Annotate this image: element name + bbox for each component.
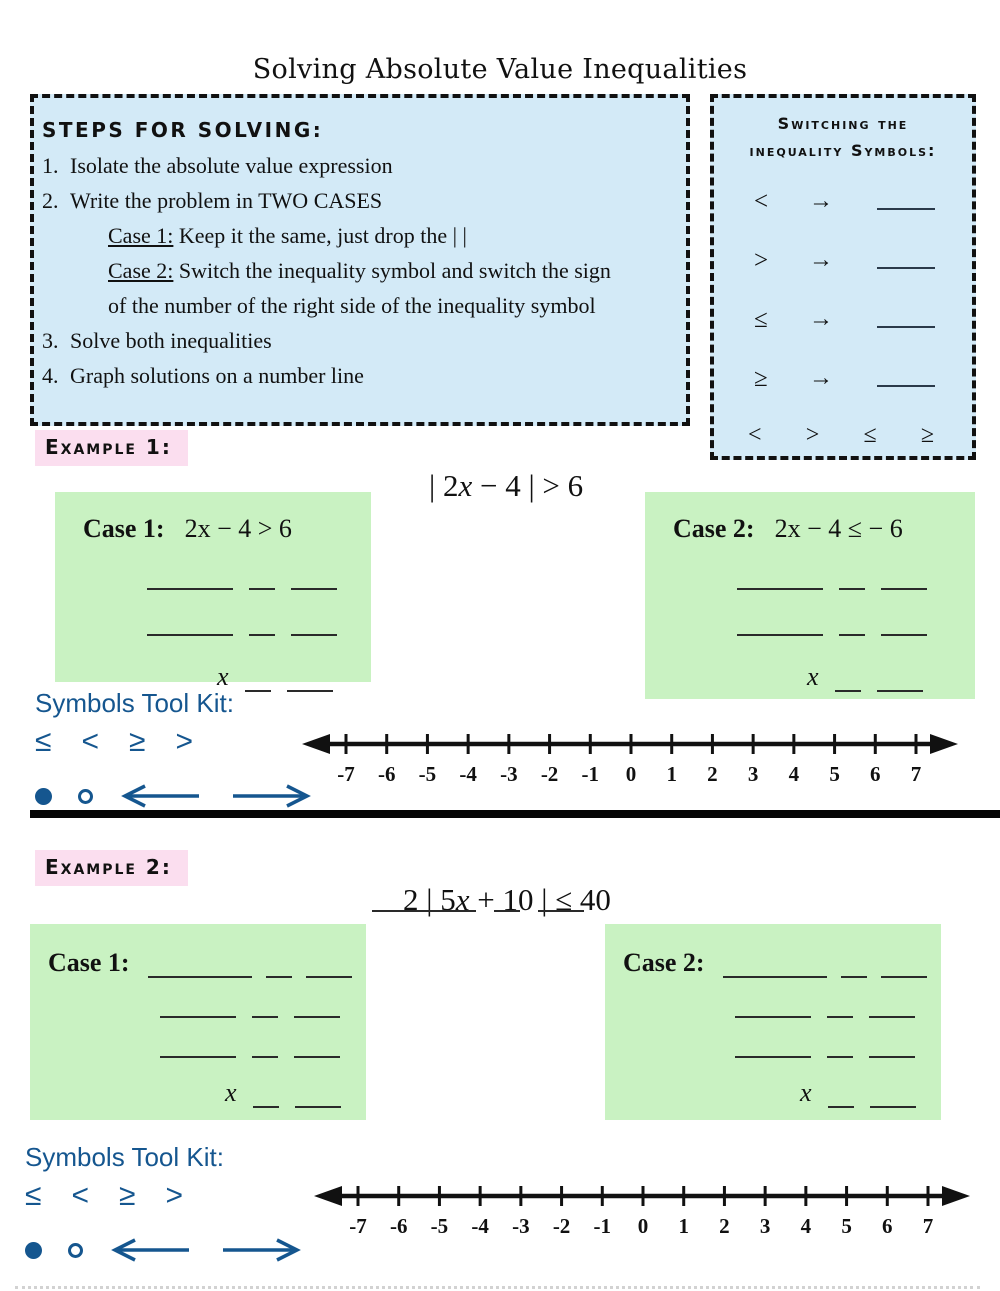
switching-row xyxy=(754,172,972,231)
numberline-tick-label: 2 xyxy=(707,762,718,786)
step-3-text: Solve both inequalities xyxy=(70,328,272,353)
symbol-choice-gt[interactable]: > xyxy=(805,422,820,448)
numberline-tick-label: 5 xyxy=(841,1214,852,1238)
number-line-2[interactable] xyxy=(312,1176,972,1245)
answer-blank[interactable] xyxy=(877,193,935,210)
answer-blank[interactable] xyxy=(869,1042,915,1058)
example-1-equation xyxy=(398,432,583,540)
step-1 xyxy=(42,148,678,183)
switching-row xyxy=(754,231,972,290)
numberline-right-arrowhead xyxy=(930,734,958,754)
answer-blank[interactable] xyxy=(735,1002,811,1018)
symbol-ge[interactable]: ≥ xyxy=(119,1179,136,1212)
numberline-tick-label: -2 xyxy=(540,762,559,786)
answer-blank[interactable] xyxy=(827,1042,853,1058)
right-arrow-icon: → xyxy=(809,365,833,391)
inequality-symbol: ≥ xyxy=(754,364,768,392)
steps-case-2-continuation: of the number of the right side of the inequality symbol xyxy=(108,293,596,318)
numberline-tick-label: 0 xyxy=(625,762,637,786)
equation-variable: x xyxy=(197,514,211,543)
step-4-text: Graph solutions on a number line xyxy=(70,363,364,388)
answer-blank[interactable] xyxy=(294,1042,340,1058)
work-row xyxy=(147,620,371,636)
example-1-label: Example 1: xyxy=(35,430,188,466)
answer-blank[interactable] xyxy=(877,252,935,269)
answer-blank[interactable] xyxy=(148,962,252,978)
numberline-tick-label: 7 xyxy=(922,1214,934,1238)
numberline-tick-label: -6 xyxy=(377,762,396,786)
equation-part: − 4 > 6 xyxy=(210,514,292,543)
numberline-left-arrowhead xyxy=(314,1186,342,1206)
answer-blank[interactable] xyxy=(869,1002,915,1018)
answer-blank[interactable] xyxy=(538,896,584,912)
answer-blank[interactable] xyxy=(160,1042,236,1058)
case-label: Case 2: xyxy=(623,948,705,977)
numberline-tick-label: -1 xyxy=(581,762,600,786)
switching-heading-line1: Switching the xyxy=(777,114,909,133)
numberline-tick-label: -7 xyxy=(337,762,355,786)
answer-blank[interactable] xyxy=(291,620,337,636)
solution-row xyxy=(807,662,975,692)
work-row xyxy=(160,1042,366,1058)
symbol-le[interactable]: ≤ xyxy=(25,1179,42,1212)
example-2-isolate-row xyxy=(372,896,584,912)
step-1-number: 1. xyxy=(42,153,59,178)
numberline-tick-label: 5 xyxy=(829,762,840,786)
numberline-tick-label: 2 xyxy=(719,1214,730,1238)
symbol-choices xyxy=(714,422,972,449)
answer-blank[interactable] xyxy=(295,1092,341,1108)
equation-part: − 4 | > 6 xyxy=(472,468,584,503)
case-label: Case 2: xyxy=(673,514,755,543)
switching-heading xyxy=(714,110,972,164)
switching-row xyxy=(754,349,972,408)
step-4 xyxy=(42,358,678,393)
switching-rows xyxy=(714,172,972,408)
open-point-icon[interactable] xyxy=(68,1243,83,1258)
work-row xyxy=(735,1002,941,1018)
solution-row xyxy=(800,1078,941,1108)
numberline-tick-label: -7 xyxy=(349,1214,367,1238)
case-equation xyxy=(185,514,292,544)
numberline-tick-label: -5 xyxy=(430,1214,449,1238)
page-title: Solving Absolute Value Inequalities xyxy=(252,54,748,85)
answer-blank[interactable] xyxy=(881,962,927,978)
answer-blank[interactable] xyxy=(147,574,233,590)
steps-case-2-label: Case 2: xyxy=(108,258,174,283)
solution-variable: x xyxy=(217,662,229,691)
symbol-choice-ge[interactable]: ≥ xyxy=(920,422,934,448)
case-label: Case 1: xyxy=(83,514,165,543)
solution-variable: x xyxy=(800,1078,812,1107)
toolkit-markers xyxy=(35,783,325,809)
example-2-case-2-box xyxy=(605,924,941,1120)
numberline-tick-label: 4 xyxy=(788,762,800,786)
work-row xyxy=(737,620,975,636)
answer-blank[interactable] xyxy=(294,1002,340,1018)
step-2 xyxy=(42,183,678,218)
right-arrow-icon: → xyxy=(809,306,833,332)
answer-blank[interactable] xyxy=(828,1092,854,1108)
symbol-lt[interactable]: < xyxy=(71,1179,89,1212)
switching-symbols-panel xyxy=(710,94,976,460)
numberline-tick-label: 1 xyxy=(666,762,677,786)
equation-part: 2 xyxy=(184,514,198,543)
answer-blank[interactable] xyxy=(877,311,935,328)
symbols-toolkit-1 xyxy=(35,688,325,809)
numberline-tick-label: 0 xyxy=(637,1214,649,1238)
symbol-ge[interactable]: ≥ xyxy=(129,725,146,758)
solution-row xyxy=(225,1078,366,1108)
equation-variable: x xyxy=(455,882,470,917)
example-2-label: Example 2: xyxy=(35,850,188,886)
case-heading xyxy=(48,948,366,978)
numberline-tick-label: -5 xyxy=(418,762,437,786)
equation-part: 2 xyxy=(774,514,788,543)
toolkit-label: Symbols Tool Kit: xyxy=(25,1142,224,1172)
numberline-tick-label: -3 xyxy=(500,762,518,786)
number-line-graphic[interactable] xyxy=(312,1176,972,1240)
symbol-lt[interactable]: < xyxy=(81,725,99,758)
toolkit-label: Symbols Tool Kit: xyxy=(35,688,234,718)
numberline-tick-label: -3 xyxy=(512,1214,530,1238)
case-heading xyxy=(83,514,371,544)
inequality-symbol: ≤ xyxy=(754,305,768,333)
numberline-tick-label: 6 xyxy=(882,1214,893,1238)
numberline-right-arrowhead xyxy=(942,1186,970,1206)
case-equation xyxy=(775,514,903,544)
step-2-number: 2. xyxy=(42,188,59,213)
toolkit-symbols xyxy=(25,1179,315,1213)
answer-blank[interactable] xyxy=(372,896,476,912)
open-point-icon[interactable] xyxy=(78,789,93,804)
answer-blank[interactable] xyxy=(737,574,823,590)
solution-variable: x xyxy=(807,662,819,691)
answer-blank[interactable] xyxy=(827,1002,853,1018)
section-divider xyxy=(30,810,1000,818)
step-1-text: Isolate the absolute value expression xyxy=(70,153,393,178)
numberline-tick-label: -4 xyxy=(471,1214,489,1238)
work-row xyxy=(160,1002,366,1018)
answer-blank[interactable] xyxy=(253,1092,279,1108)
steps-case-2-text: Switch the inequality symbol and switch the sign xyxy=(173,258,611,283)
work-row xyxy=(735,1042,941,1058)
equation-variable: x xyxy=(787,514,801,543)
symbols-toolkit-2 xyxy=(25,1142,315,1263)
equation-part: − 4 ≤ − 6 xyxy=(800,514,903,543)
step-3-number: 3. xyxy=(42,328,59,353)
numberline-tick-label: 7 xyxy=(910,762,922,786)
answer-blank[interactable] xyxy=(835,676,861,692)
answer-blank[interactable] xyxy=(306,962,352,978)
left-ray-arrow-icon[interactable] xyxy=(119,783,203,809)
answer-blank[interactable] xyxy=(737,620,823,636)
right-arrow-icon: → xyxy=(809,247,833,273)
answer-blank[interactable] xyxy=(249,574,275,590)
work-row xyxy=(147,574,371,590)
answer-blank[interactable] xyxy=(147,620,233,636)
answer-blank[interactable] xyxy=(839,620,865,636)
answer-blank[interactable] xyxy=(723,962,827,978)
closed-point-icon[interactable] xyxy=(25,1242,42,1259)
answer-blank[interactable] xyxy=(841,962,867,978)
numberline-tick-label: 3 xyxy=(759,1214,771,1238)
equation-part: 2 | 5 xyxy=(403,882,456,917)
steps-case-2-line xyxy=(42,253,678,288)
answer-blank[interactable] xyxy=(494,896,520,912)
answer-blank[interactable] xyxy=(870,1092,916,1108)
right-ray-arrow-icon[interactable] xyxy=(219,1237,303,1263)
answer-blank[interactable] xyxy=(881,574,927,590)
right-arrow-icon: → xyxy=(809,188,833,214)
example-1-case-1-box xyxy=(55,492,371,691)
numberline-left-arrowhead xyxy=(302,734,330,754)
closed-point-icon[interactable] xyxy=(35,788,52,805)
answer-blank[interactable] xyxy=(881,620,927,636)
number-line-graphic[interactable] xyxy=(300,724,960,788)
number-line-1[interactable] xyxy=(300,724,960,793)
answer-blank[interactable] xyxy=(839,574,865,590)
switching-row xyxy=(754,290,972,349)
answer-blank[interactable] xyxy=(877,676,923,692)
answer-blank[interactable] xyxy=(735,1042,811,1058)
steps-case-1-text: Keep it the same, just drop the | | xyxy=(173,223,467,248)
numberline-tick-label: 6 xyxy=(870,762,881,786)
numberline-tick-label: -6 xyxy=(389,1214,408,1238)
numberline-tick-label: 3 xyxy=(747,762,759,786)
case-heading xyxy=(623,948,941,978)
numberline-tick-label: -1 xyxy=(593,1214,612,1238)
page-bottom-edge xyxy=(15,1286,980,1289)
symbol-le[interactable]: ≤ xyxy=(35,725,52,758)
answer-blank[interactable] xyxy=(266,962,292,978)
toolkit-markers xyxy=(25,1237,315,1263)
symbol-gt[interactable]: > xyxy=(175,725,193,758)
example-1-case-2-box xyxy=(645,492,975,699)
symbol-choice-le[interactable]: ≤ xyxy=(863,422,877,448)
numberline-tick-label: -2 xyxy=(552,1214,571,1238)
answer-blank[interactable] xyxy=(877,370,935,387)
steps-case-1-line xyxy=(42,218,678,253)
step-2-text: Write the problem in TWO CASES xyxy=(70,188,383,213)
step-3 xyxy=(42,323,678,358)
steps-case-1-label: Case 1: xyxy=(108,223,174,248)
work-row xyxy=(737,574,975,590)
answer-blank[interactable] xyxy=(160,1002,236,1018)
case-heading xyxy=(673,514,975,544)
symbol-gt[interactable]: > xyxy=(165,1179,183,1212)
solution-variable: x xyxy=(225,1078,237,1107)
answer-blank[interactable] xyxy=(252,1042,278,1058)
steps-heading: STEPS FOR SOLVING: xyxy=(42,118,324,142)
step-4-number: 4. xyxy=(42,363,59,388)
left-ray-arrow-icon[interactable] xyxy=(109,1237,193,1263)
answer-blank[interactable] xyxy=(249,620,275,636)
case-label: Case 1: xyxy=(48,948,130,977)
symbol-choice-lt[interactable]: < xyxy=(748,422,762,448)
inequality-symbol: > xyxy=(754,246,769,274)
steps-panel xyxy=(30,94,690,426)
numberline-tick-label: 4 xyxy=(800,1214,812,1238)
equation-part: + 10 | ≤ 40 xyxy=(469,882,611,917)
answer-blank[interactable] xyxy=(252,1002,278,1018)
equation-part: | 2 xyxy=(429,468,459,503)
answer-blank[interactable] xyxy=(291,574,337,590)
numberline-tick-label: 1 xyxy=(678,1214,689,1238)
switching-heading-line2: inequality Symbols: xyxy=(749,141,937,160)
numberline-tick-label: -4 xyxy=(459,762,477,786)
example-2-case-1-box xyxy=(30,924,366,1120)
inequality-symbol: < xyxy=(754,187,769,215)
toolkit-symbols xyxy=(35,725,325,759)
equation-variable: x xyxy=(458,468,473,503)
